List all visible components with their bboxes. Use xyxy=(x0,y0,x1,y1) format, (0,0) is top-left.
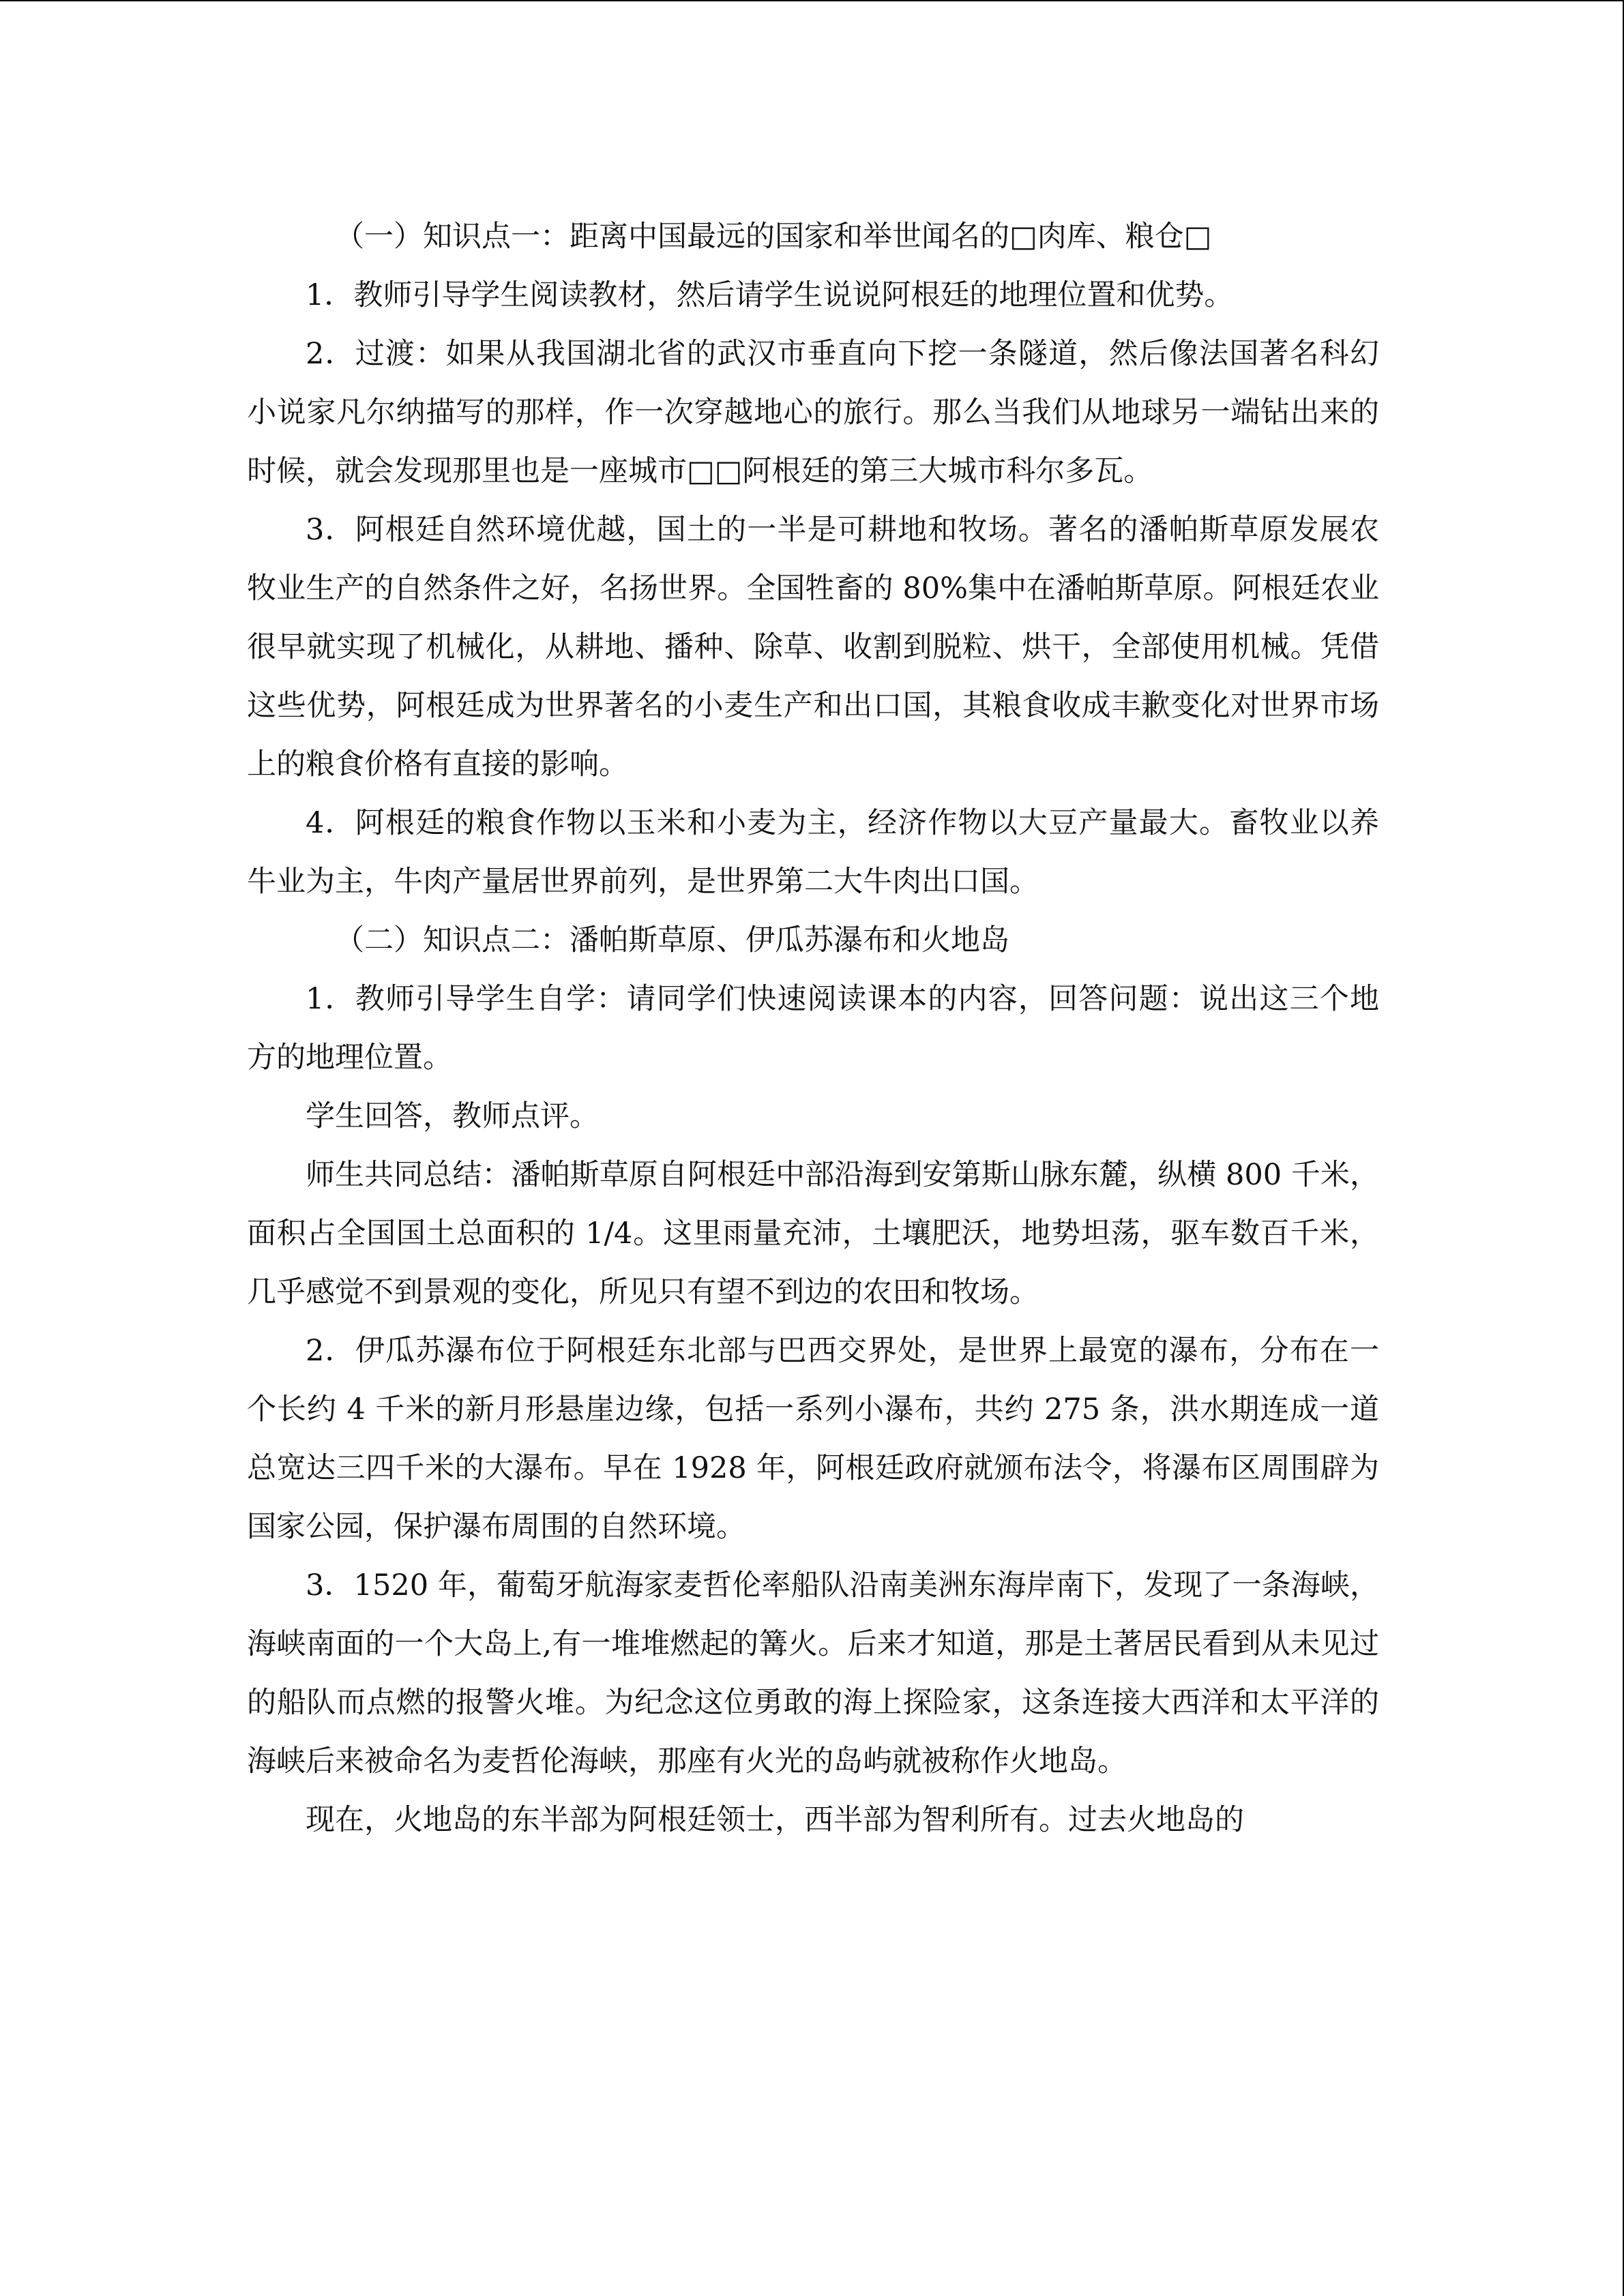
paragraph-9: 3．1520 年，葡萄牙航海家麦哲伦率船队沿南美洲东海岸南下，发现了一条海峡，海峡南面的一个大岛上,有一堆堆燃起的篝火。后来才知道，那是土著居民看到从未见过的船队而点燃的报警火堆。为纪念这位勇敢的海上探险家，这条连接大西洋和太平洋的海峡后来被命名为麦哲伦海峡，那座有火光的岛屿就被称作火地岛。 xyxy=(247,1568,1379,1778)
section-heading-1: （一）知识点一：距离中国最远的国家和举世闻名的□肉库、粮仓□ xyxy=(335,220,1212,254)
document-body xyxy=(247,207,1379,1849)
paragraph-1: 1．教师引导学生阅读教材，然后请学生说说阿根廷的地理位置和优势。 xyxy=(306,278,1234,312)
paragraph-5: 1．教师引导学生自学：请同学们快速阅读课本的内容，回答问题：说出这三个地方的地理位置。 xyxy=(247,982,1379,1075)
paragraph-8: 2．伊瓜苏瀑布位于阿根廷东北部与巴西交界处，是世界上最宽的瀑布，分布在一个长约 4 千米的新月形悬崖边缘，包括一系列小瀑布，共约 275 条，洪水期连成一道总宽达三四千米的大瀑布。早在 1928 年，阿根廷政府就颁布法令，将瀑布区周围辟为国家公园，保护瀑布周围的自然环境。 xyxy=(247,1334,1379,1544)
paragraph-7: 师生共同总结：潘帕斯草原自阿根廷中部沿海到安第斯山脉东麓，纵横 800 千米，面积占全国国土总面积的 1/4。这里雨量充沛，土壤肥沃，地势坦荡，驱车数百千米，几乎感觉不到景观的变化，所见只有望不到边的农田和牧场。 xyxy=(247,1158,1379,1309)
paragraph-6: 学生回答，教师点评。 xyxy=(306,1099,599,1133)
paragraph-10: 现在，火地岛的东半部为阿根廷领士，西半部为智利所有。过去火地岛的 xyxy=(306,1803,1244,1837)
paragraph-4: 4．阿根廷的粮食作物以玉米和小麦为主，经济作物以大豆产量最大。畜牧业以养牛业为主，牛肉产量居世界前列，是世界第二大牛肉出口国。 xyxy=(247,806,1379,899)
paragraph-2: 2．过渡：如果从我国湖北省的武汉市垂直向下挖一条隧道，然后像法国著名科幻小说家凡尔纳描写的那样，作一次穿越地心的旅行。那么当我们从地球另一端钻出来的时候，就会发现那里也是一座城市□□阿根廷的第三大城市科尔多瓦。 xyxy=(247,337,1379,488)
section-heading-2: （二）知识点二：潘帕斯草原、伊瓜苏瀑布和火地岛 xyxy=(335,923,1009,957)
paragraph-3: 3．阿根廷自然环境优越，国土的一半是可耕地和牧场。著名的潘帕斯草原发展农牧业生产的自然条件之好，名扬世界。全国牲畜的 80%集中在潘帕斯草原。阿根廷农业很早就实现了机械化，从耕地、播种、除草、收割到脱粒、烘干，全部使用机械。凭借这些优势，阿根廷成为世界著名的小麦生产和出口国，其粮食收成丰歉变化对世界市场上的粮食价格有直接的影响。 xyxy=(247,513,1379,781)
